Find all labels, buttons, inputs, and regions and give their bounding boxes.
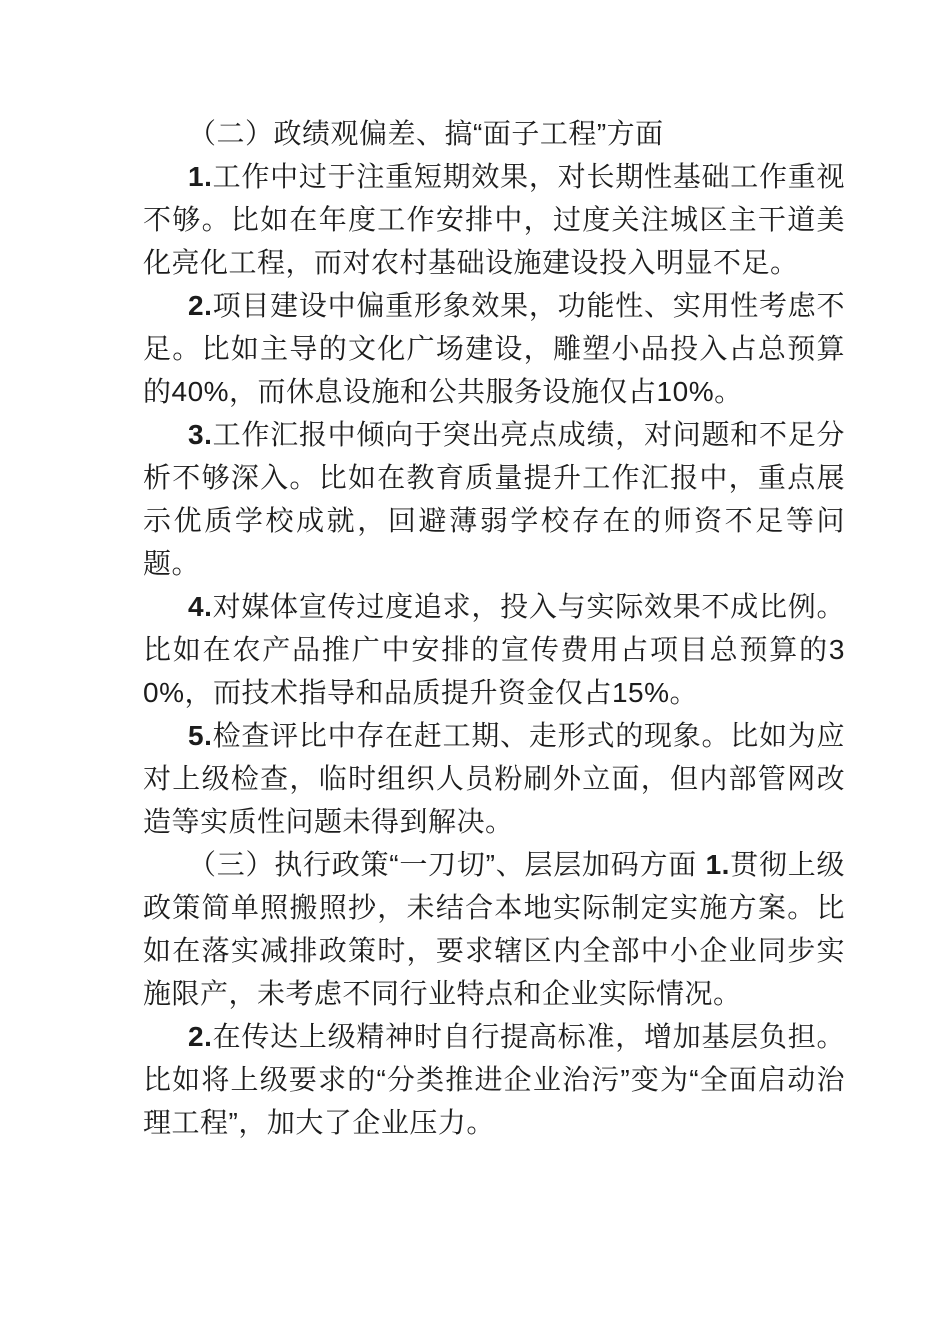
text-run: 检查评比中存在赶工期、走形式的现象。比如为应对上级检查，临时组织人员粉刷外立面，但内部管网改造等实质性问题未得到解决。: [143, 720, 845, 837]
list-number: 2.: [188, 290, 213, 321]
paragraph-item-2-section-3: [143, 1015, 845, 1144]
paragraph-item-2: [143, 284, 845, 413]
paragraph-section-heading-3-item-1: [143, 843, 845, 1015]
text-run: 贯彻上级政策简单照搬照抄，未结合本地实际制定实施方案。比如在落实减排政策时，要求辖区内全部中小企业同步实施限产，未考虑不同行业特点和企业实际情况。: [143, 849, 845, 1009]
list-number: 1.: [188, 161, 213, 192]
document-body: [143, 112, 845, 1144]
paragraph-section-heading-2: [143, 112, 845, 155]
paragraph-item-4: [143, 585, 845, 714]
list-number: 5.: [188, 720, 213, 751]
paragraph-item-5: [143, 714, 845, 843]
paragraph-item-3: [143, 413, 845, 585]
text-run: 工作中过于注重短期效果，对长期性基础工作重视不够。比如在年度工作安排中，过度关注城区主干道美化亮化工程，而对农村基础设施建设投入明显不足。: [143, 161, 845, 278]
text-run: 对媒体宣传过度追求，投入与实际效果不成比例。比如在农产品推广中安排的宣传费用占项目总预算的30%，而技术指导和品质提升资金仅占15%。: [143, 591, 845, 708]
list-number: 4.: [188, 591, 213, 622]
list-number: 1.: [705, 849, 730, 880]
paragraph-item-1: [143, 155, 845, 284]
text-run: 工作汇报中倾向于突出亮点成绩，对问题和不足分析不够深入。比如在教育质量提升工作汇报中，重点展示优质学校成就，回避薄弱学校存在的师资不足等问题。: [143, 419, 845, 579]
text-run: 项目建设中偏重形象效果，功能性、实用性考虑不足。比如主导的文化广场建设，雕塑小品投入占总预算的40%，而休息设施和公共服务设施仅占10%。: [143, 290, 845, 407]
text-run: （二）政绩观偏差、搞“面子工程”方面: [188, 118, 664, 149]
list-number: 3.: [188, 419, 213, 450]
text-run: （三）执行政策“一刀切”、层层加码方面: [188, 849, 706, 880]
list-number: 2.: [188, 1021, 213, 1052]
text-run: 在传达上级精神时自行提高标准，增加基层负担。比如将上级要求的“分类推进企业治污”变为“全面启动治理工程”，加大了企业压力。: [143, 1021, 845, 1138]
